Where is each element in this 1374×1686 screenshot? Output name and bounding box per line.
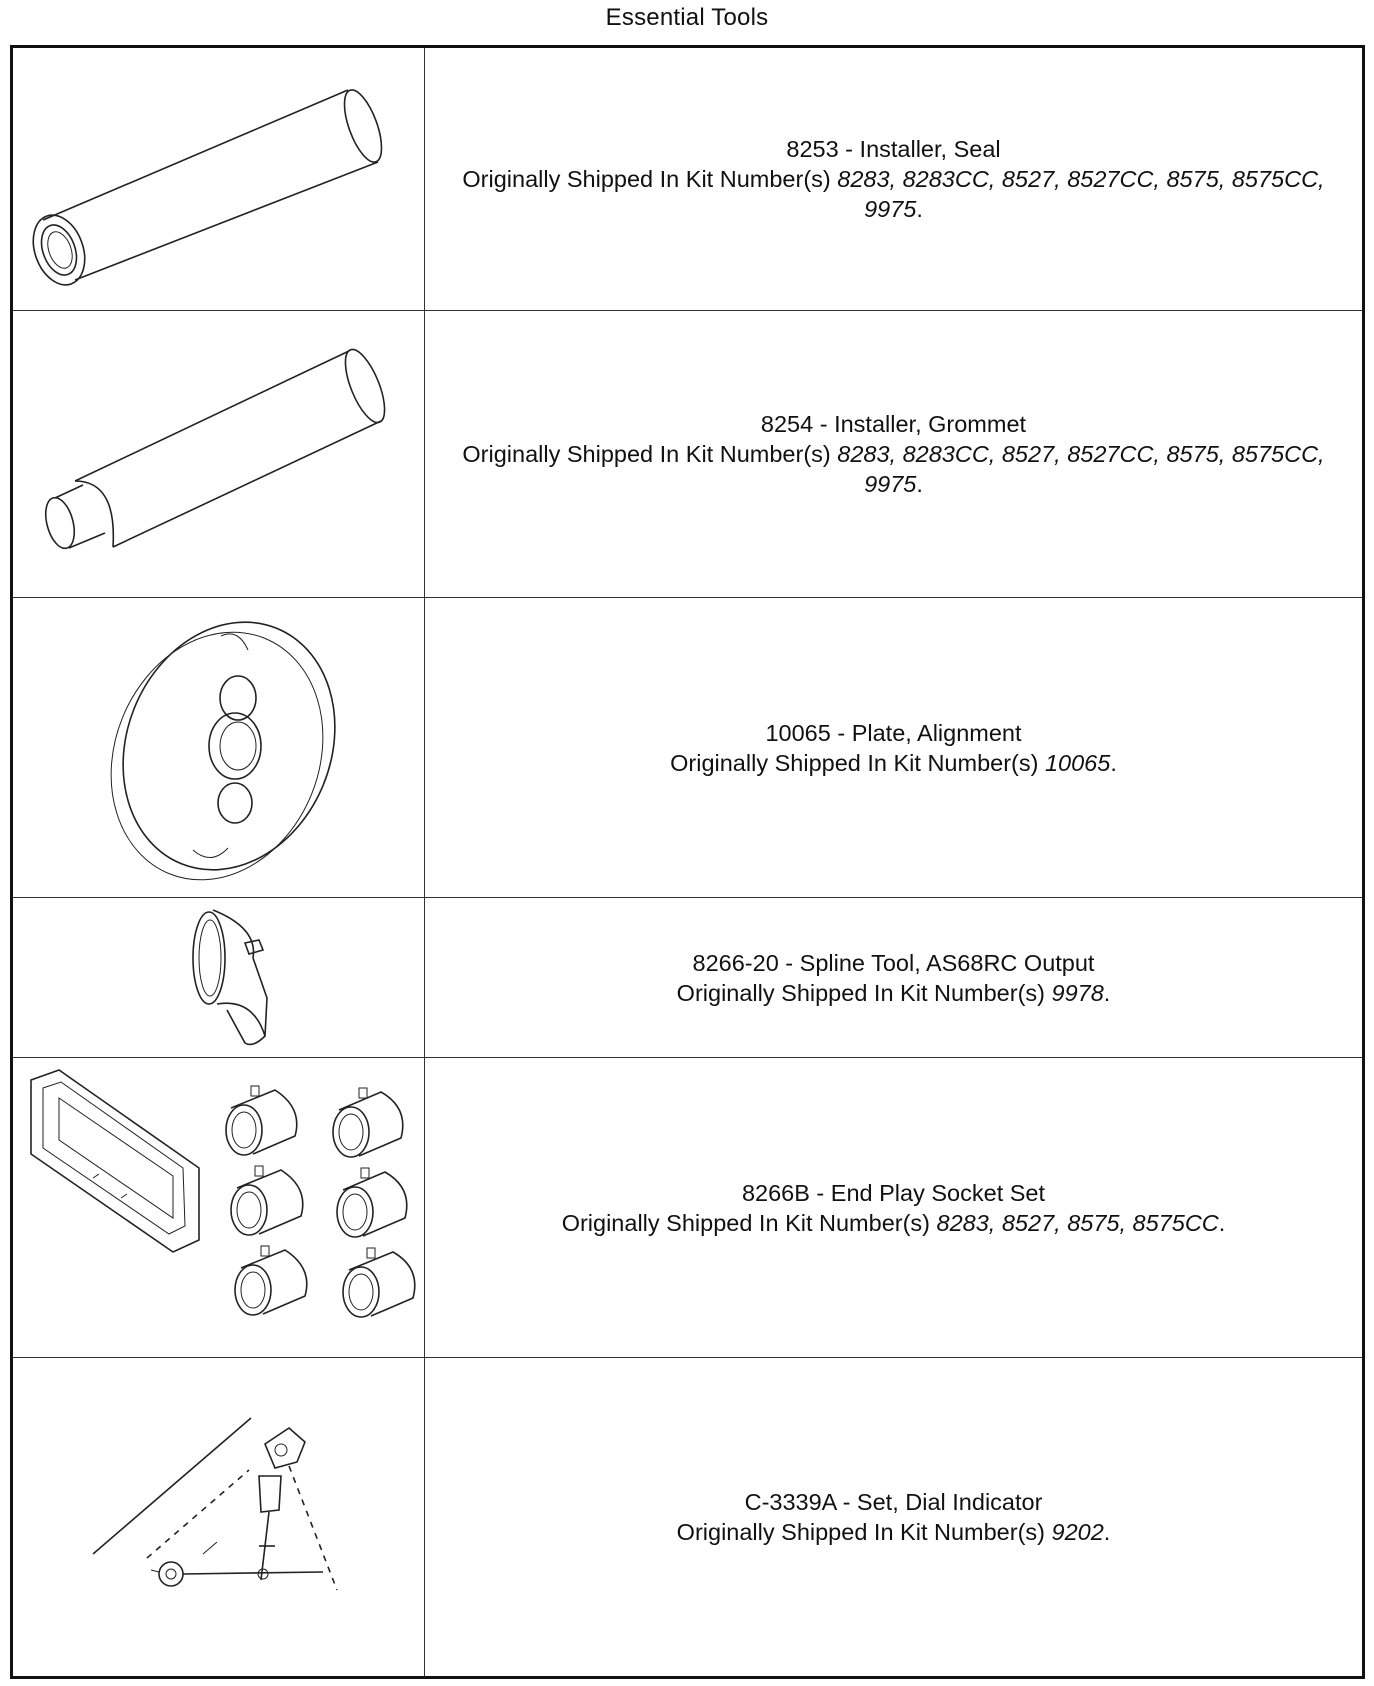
tool-description <box>425 598 1362 897</box>
kit-suffix: . <box>1218 1209 1226 1236</box>
tool-image-cell <box>13 898 425 1057</box>
kit-suffix: . <box>1110 749 1117 776</box>
kit-prefix: Originally Shipped In Kit Number(s) <box>462 441 831 467</box>
tool-heading: C-3339A - Set, Dial Indicator <box>744 1489 1043 1515</box>
tool-row <box>13 1058 1362 1358</box>
kit-suffix: . <box>1103 979 1111 1006</box>
kit-prefix: Originally Shipped In Kit Number(s) <box>561 1209 930 1236</box>
spline-tool-icon <box>13 898 425 1058</box>
tool-description <box>425 898 1362 1057</box>
tool-row <box>13 311 1362 598</box>
socket-set-icon <box>13 1058 425 1358</box>
kit-prefix: Originally Shipped In Kit Number(s) <box>676 979 1045 1006</box>
tool-description <box>425 1058 1362 1357</box>
kit-numbers: 8283, 8283CC, 8527, 8527CC, 8575, 8575CC, 9975 <box>837 166 1325 222</box>
kit-prefix: Originally Shipped In Kit Number(s) <box>670 749 1039 776</box>
kit-suffix: . <box>916 196 923 222</box>
kit-prefix: Originally Shipped In Kit Number(s) <box>462 166 831 192</box>
alignment-plate-icon <box>13 598 425 898</box>
tool-kits-line <box>431 164 1356 224</box>
tool-description <box>425 48 1362 310</box>
tool-kits-line <box>562 1208 1226 1238</box>
dial-indicator-icon <box>13 1358 425 1676</box>
kit-suffix: . <box>1103 1519 1111 1545</box>
tool-image-cell <box>13 1358 425 1676</box>
tool-image-cell <box>13 1058 425 1357</box>
tool-row <box>13 598 1362 898</box>
tool-kits-line <box>677 1517 1111 1547</box>
tool-row <box>13 48 1362 311</box>
tool-row <box>13 898 1362 1058</box>
tool-heading: 8253 - Installer, Seal <box>786 136 1001 162</box>
tool-row <box>13 1358 1362 1676</box>
kit-suffix: . <box>916 471 923 497</box>
tool-kits-line <box>431 439 1356 499</box>
tool-heading: 8266B - End Play Socket Set <box>741 1179 1046 1206</box>
tool-description <box>425 1358 1362 1676</box>
tools-table <box>10 45 1365 1679</box>
kit-numbers: 9202 <box>1051 1519 1104 1545</box>
kit-numbers: 8283, 8527, 8575, 8575CC <box>936 1209 1219 1236</box>
kit-numbers: 10065 <box>1044 749 1111 776</box>
tool-image-cell <box>13 598 425 897</box>
tool-heading: 8266-20 - Spline Tool, AS68RC Output <box>692 949 1095 976</box>
kit-prefix: Originally Shipped In Kit Number(s) <box>676 1519 1045 1545</box>
page-title: Essential Tools <box>605 4 769 31</box>
tool-description <box>425 311 1362 597</box>
kit-numbers: 9978 <box>1051 979 1104 1006</box>
tool-heading: 10065 - Plate, Alignment <box>765 719 1022 746</box>
seal-installer-icon <box>13 48 425 311</box>
tool-heading: 8254 - Installer, Grommet <box>760 411 1027 437</box>
grommet-installer-icon <box>13 311 425 598</box>
tool-image-cell <box>13 311 425 597</box>
tool-kits-line <box>677 978 1111 1008</box>
kit-numbers: 8283, 8283CC, 8527, 8527CC, 8575, 8575CC, 9975 <box>837 441 1325 497</box>
tool-kits-line <box>670 748 1117 778</box>
tool-image-cell <box>13 48 425 310</box>
